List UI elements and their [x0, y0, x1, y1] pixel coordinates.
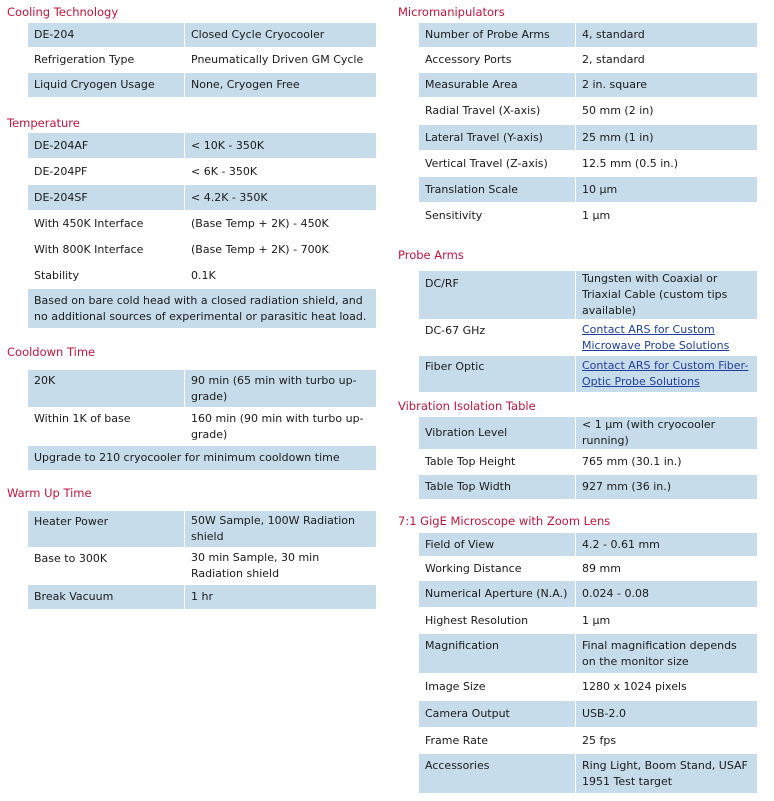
- spec-label: Heater Power: [28, 511, 185, 548]
- temperature-table: [27, 132, 377, 329]
- table-row: [28, 23, 377, 48]
- spec-label: Table Top Width: [419, 475, 576, 500]
- table-row: [419, 674, 758, 701]
- spec-value: < 10K - 350K: [185, 133, 377, 159]
- spec-value: 30 min Sample, 30 min Radiation shield: [185, 548, 377, 585]
- spec-label: Table Top Height: [419, 450, 576, 475]
- spec-value: 0.1K: [185, 263, 377, 289]
- table-row: [419, 356, 758, 393]
- spec-label: With 800K Interface: [28, 237, 185, 263]
- table-row: [419, 701, 758, 728]
- table-row: [28, 408, 377, 446]
- spec-value: Tungsten with Coaxial or Triaxial Cable (custom tips available): [576, 271, 758, 320]
- table-row: [419, 320, 758, 356]
- spec-label: Sensitivity: [419, 203, 576, 229]
- spec-value: 10 µm: [576, 177, 758, 203]
- spec-label: Accessories: [419, 754, 576, 794]
- cooldown-time-table: [27, 369, 377, 471]
- table-row: [419, 581, 758, 608]
- table-row: [419, 125, 758, 151]
- spec-label: Stability: [28, 263, 185, 289]
- section-title-probe-arms: Probe Arms: [398, 248, 464, 262]
- spec-label: 20K: [28, 370, 185, 408]
- spec-value: 89 mm: [576, 557, 758, 581]
- spec-label: Image Size: [419, 674, 576, 701]
- table-row: [419, 754, 758, 794]
- spec-value: Pneumatically Driven GM Cycle: [185, 48, 377, 73]
- spec-label: DC/RF: [419, 271, 576, 320]
- table-row: [419, 177, 758, 203]
- warm-up-time-table: [27, 510, 377, 610]
- table-row: [28, 585, 377, 610]
- table-row: [28, 370, 377, 408]
- spec-label: Numerical Aperture (N.A.): [419, 581, 576, 608]
- cooldown-note: Upgrade to 210 cryocooler for minimum cooldown time: [28, 446, 377, 471]
- spec-label: Measurable Area: [419, 73, 576, 98]
- cooling-technology-table: [27, 22, 377, 98]
- table-row: [28, 237, 377, 263]
- spec-value: 4.2 - 0.61 mm: [576, 533, 758, 557]
- spec-label: Vibration Level: [419, 417, 576, 450]
- spec-value: 12.5 mm (0.5 in.): [576, 151, 758, 177]
- spec-value: USB-2.0: [576, 701, 758, 728]
- section-title-micromanipulators: Micromanipulators: [398, 5, 505, 19]
- spec-value: < 1 µm (with cryocooler running): [576, 417, 758, 450]
- table-row: [419, 634, 758, 674]
- temperature-note: Based on bare cold head with a closed radiation shield, and no additional sources of experimental or parasitic heat load.: [28, 289, 377, 329]
- spec-label: Fiber Optic: [419, 356, 576, 393]
- table-row: [419, 48, 758, 73]
- table-row: [419, 271, 758, 320]
- section-title-cooldown-time: Cooldown Time: [7, 345, 96, 359]
- table-row: [419, 98, 758, 125]
- table-row: [419, 73, 758, 98]
- table-row: [28, 185, 377, 211]
- spec-label: DE-204: [28, 23, 185, 48]
- spec-value: 927 mm (36 in.): [576, 475, 758, 500]
- spec-label: Base to 300K: [28, 548, 185, 585]
- spec-label: DE-204PF: [28, 159, 185, 185]
- section-title-vibration-isolation-table: Vibration Isolation Table: [398, 399, 536, 413]
- microscope-table: [418, 532, 758, 794]
- table-row: [28, 133, 377, 159]
- spec-value: < 6K - 350K: [185, 159, 377, 185]
- spec-value: Final magnification depends on the monitor size: [576, 634, 758, 674]
- section-title-temperature: Temperature: [7, 116, 80, 130]
- spec-value: 25 mm (1 in): [576, 125, 758, 151]
- table-row: [419, 475, 758, 500]
- section-title-microscope: 7:1 GigE Microscope with Zoom Lens: [398, 514, 611, 528]
- spec-label: With 450K Interface: [28, 211, 185, 237]
- table-row: [28, 73, 377, 98]
- spec-value: None, Cryogen Free: [185, 73, 377, 98]
- table-row: [419, 23, 758, 48]
- spec-label: Number of Probe Arms: [419, 23, 576, 48]
- spec-label: Break Vacuum: [28, 585, 185, 610]
- spec-label: Frame Rate: [419, 728, 576, 754]
- spec-value: 765 mm (30.1 in.): [576, 450, 758, 475]
- spec-value: 0.024 - 0.08: [576, 581, 758, 608]
- table-row: [28, 511, 377, 548]
- table-row: [28, 446, 377, 471]
- table-row: [419, 728, 758, 754]
- microwave-probe-link-text[interactable]: Contact ARS for Custom Microwave Probe Solutions: [582, 322, 730, 352]
- spec-label: DC-67 GHz: [419, 320, 576, 356]
- table-row: [419, 203, 758, 229]
- section-title-cooling-technology: Cooling Technology: [7, 5, 119, 19]
- table-row: [419, 608, 758, 634]
- spec-value: (Base Temp + 2K) - 450K: [185, 211, 377, 237]
- spec-value: 50W Sample, 100W Radiation shield: [185, 511, 377, 548]
- spec-label: Vertical Travel (Z-axis): [419, 151, 576, 177]
- spec-label: DE-204AF: [28, 133, 185, 159]
- spec-value: 2 in. square: [576, 73, 758, 98]
- spec-label: Liquid Cryogen Usage: [28, 73, 185, 98]
- micromanipulators-table: [418, 22, 758, 229]
- table-row: [419, 450, 758, 475]
- spec-value: 1280 x 1024 pixels: [576, 674, 758, 701]
- spec-label: DE-204SF: [28, 185, 185, 211]
- spec-value: 1 µm: [576, 203, 758, 229]
- table-row: [419, 151, 758, 177]
- microwave-probe-link[interactable]: [576, 320, 758, 356]
- spec-label: Refrigeration Type: [28, 48, 185, 73]
- table-row: [28, 48, 377, 73]
- spec-value: < 4.2K - 350K: [185, 185, 377, 211]
- fiber-optic-probe-link-text[interactable]: Contact ARS for Custom Fiber-Optic Probe Solutions: [582, 359, 749, 388]
- spec-label: Within 1K of base: [28, 408, 185, 446]
- table-row: [28, 548, 377, 585]
- spec-value: 1 hr: [185, 585, 377, 610]
- table-row: [28, 263, 377, 289]
- spec-value: Ring Light, Boom Stand, USAF 1951 Test target: [576, 754, 758, 794]
- spec-label: Accessory Ports: [419, 48, 576, 73]
- spec-value: (Base Temp + 2K) - 700K: [185, 237, 377, 263]
- spec-value: 160 min (90 min with turbo up-grade): [185, 408, 377, 446]
- spec-label: Translation Scale: [419, 177, 576, 203]
- spec-value: 90 min (65 min with turbo up-grade): [185, 370, 377, 408]
- spec-label: Magnification: [419, 634, 576, 674]
- spec-value: 2, standard: [576, 48, 758, 73]
- table-row: [28, 289, 377, 329]
- table-row: [419, 417, 758, 450]
- vibration-isolation-table: [418, 416, 758, 500]
- spec-label: Camera Output: [419, 701, 576, 728]
- spec-value: Closed Cycle Cryocooler: [185, 23, 377, 48]
- table-row: [419, 533, 758, 557]
- table-row: [28, 159, 377, 185]
- spec-label: Working Distance: [419, 557, 576, 581]
- fiber-optic-probe-link[interactable]: [576, 356, 758, 393]
- section-title-warm-up-time: Warm Up Time: [7, 486, 92, 500]
- spec-label: Radial Travel (X-axis): [419, 98, 576, 125]
- probe-arms-table: [418, 270, 758, 393]
- spec-value: 1 µm: [576, 608, 758, 634]
- table-row: [419, 557, 758, 581]
- spec-label: Highest Resolution: [419, 608, 576, 634]
- spec-value: 25 fps: [576, 728, 758, 754]
- table-row: [28, 211, 377, 237]
- spec-label: Field of View: [419, 533, 576, 557]
- spec-value: 4, standard: [576, 23, 758, 48]
- spec-label: Lateral Travel (Y-axis): [419, 125, 576, 151]
- spec-value: 50 mm (2 in): [576, 98, 758, 125]
